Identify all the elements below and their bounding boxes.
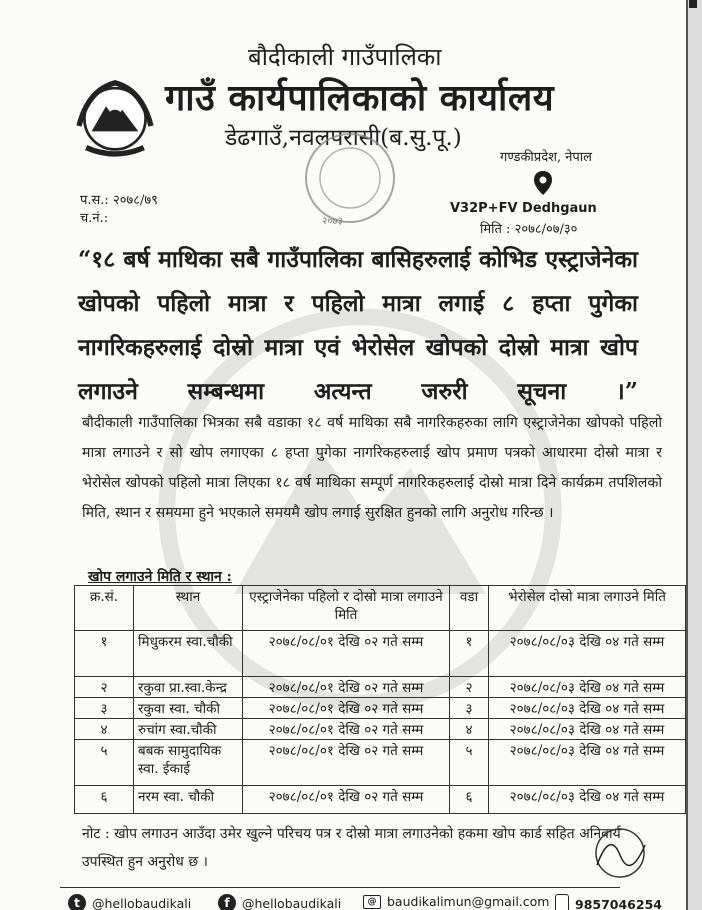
twitter-icon: t [68, 894, 86, 910]
cell-vero: २०७८/०८/०३ देखि ०४ गते सम्म [489, 719, 686, 740]
office-stamp [300, 128, 400, 228]
table-row [75, 719, 686, 740]
cell-place: नरम स्वा. चौकी [134, 786, 243, 814]
cell-astra: २०७८/०८/०१ देखि ०२ गते सम्म [243, 698, 450, 719]
cell-ward: १ [450, 631, 489, 677]
municipality-name: बौदीकाली गाउँपालिका [248, 43, 442, 71]
phone-number[interactable]: 9857046254 [575, 896, 662, 910]
email-address[interactable]: baudikalimun@gmail.com [387, 894, 550, 909]
cell-astra: २०७८/०८/०१ देखि ०२ गते सम्म [243, 631, 450, 677]
phone-icon [555, 894, 569, 910]
page-edge [686, 0, 702, 910]
stamp-year: २०७३ [322, 216, 343, 227]
cell-astra: २०७८/०८/०१ देखि ०२ गते सम्म [243, 719, 450, 740]
col-vero-date: भेरोसेल दोस्रो मात्रा लगाउने मिति [489, 586, 686, 631]
email-icon: @ [363, 895, 381, 909]
col-sn: क्र.सं. [75, 586, 134, 631]
cell-ward: ५ [450, 740, 489, 786]
office-title: गाउँ कार्यपालिकाको कार्यालय [165, 77, 555, 119]
emblem-logo [70, 72, 160, 162]
cell-vero: २०७८/०८/०३ देखि ०४ गते सम्म [489, 631, 686, 677]
cell-place: रकुवा स्वा. चौकी [134, 698, 243, 719]
cell-sn: ६ [75, 786, 134, 814]
cell-sn: ३ [75, 698, 134, 719]
cell-astra: २०७८/०८/०१ देखि ०२ गते सम्म [243, 677, 450, 698]
cell-vero: २०७८/०८/०३ देखि ०४ गते सम्म [489, 698, 686, 719]
cell-vero: २०७८/०८/०३ देखि ०४ गते सम्म [489, 740, 686, 786]
location-pin-icon [533, 170, 553, 196]
issue-date: मिति : २०७८/०७/३० [480, 222, 578, 237]
table-row [75, 740, 686, 786]
office-address: डेढगाउँ,नवलपरासी(ब.सु.पू.) [225, 125, 462, 151]
cell-sn: २ [75, 677, 134, 698]
table-row [75, 677, 686, 698]
dispatch-number: च.नं.: [80, 211, 109, 226]
table-row [75, 786, 686, 814]
table-header-row [75, 586, 686, 631]
cell-sn: १ [75, 631, 134, 677]
vaccination-schedule-table [74, 585, 686, 814]
province-label: गण्डकीप्रदेश, नेपाल [500, 150, 592, 165]
facebook-icon: f [218, 894, 236, 910]
cell-vero: २०७८/०८/०३ देखि ०४ गते सम्म [489, 677, 686, 698]
cell-astra: २०७८/०८/०१ देखि ०२ गते सम्म [243, 786, 450, 814]
plus-code: V32P+FV Dedhgaun [450, 201, 597, 216]
cell-place: रकुवा प्रा.स्वा.केन्द्र [134, 677, 243, 698]
col-place: स्थान [134, 586, 243, 631]
cell-ward: २ [450, 677, 489, 698]
cell-place: मिधुकरम स्वा.चौकी [134, 631, 243, 677]
col-astra-date: एस्ट्राजेनेका पहिलो र दोस्रो मात्रा लगाउने मिति [243, 586, 450, 631]
facebook-handle[interactable]: @hellobaudikali [242, 895, 342, 910]
edge-mark [689, 0, 697, 8]
notice-title: “१८ बर्ष माथिका सबै गाउँपालिका बासिहरुलाई कोभिड एस्ट्राजेनेका खोपको पहिलो मात्रा र पहिलो मात्रा लगाई ८ हप्ता पुगेका नागरिकहरुलाई दोस्रो मात्रा एवं भेरोसेल खोपको दोस्रो मात्रा खोप लगाउने सम्बन्धमा अत्यन्त जरुरी सूचना ।” [78, 246, 638, 405]
cell-place: रुचांग स्वा.चौकी [134, 719, 243, 740]
cell-ward: ३ [450, 698, 489, 719]
table-row [75, 631, 686, 677]
signature-mark [585, 825, 655, 880]
twitter-handle[interactable]: @hellobaudikali [92, 895, 192, 910]
cell-sn: ४ [75, 719, 134, 740]
schedule-heading: खोप लगाउने मिति र स्थान : [88, 569, 232, 585]
col-ward: वडा [450, 586, 489, 631]
cell-astra: २०७८/०८/०१ देखि ०२ गते सम्म [243, 740, 450, 786]
cell-place: बबक सामुदायिक स्वा. ईकाई [134, 740, 243, 786]
table-row [75, 698, 686, 719]
letter-number: प.स.: २०७८/७९ [80, 193, 158, 208]
cell-sn: ५ [75, 740, 134, 786]
note-text: नोट : खोप लगाउन आउँदा उमेर खुल्ने परिचय पत्र र दोस्रो मात्रा लगाउनेको हकमा खोप कार्ड सहित अनिवार्य उपस्थित हुन अनुरोध छ । [82, 826, 621, 870]
cell-vero: २०७८/०८/०३ देखि ०४ गते सम्म [489, 786, 686, 814]
notice-body: बौदीकाली गाउँपालिका भित्रका सबै वडाका १८ वर्ष माथिका सबै नागरिकहरुका लागि एस्ट्राजेनेका खोपको पहिलो मात्रा लगाउने र सो खोप लगाएका ८ हप्ता पुगेका नागरिकहरुलाई खोप प्रमाण पत्रको आधारमा दोस्रो मात्रा र भेरोसेल खोपको पहिलो मात्रा लिएका १८ वर्ष माथिका सम्पूर्ण नागरिकहरुलाई दोस्रो मात्रा दिने कार्यक्रम तपशिलको मिति, स्थान र समयमा हुने भएकाले समयमै खोप लगाई सुरक्षित हुनको लागि अनुरोध गरिन्छ । [82, 415, 662, 521]
contact-footer [60, 888, 688, 910]
cell-ward: ४ [450, 719, 489, 740]
cell-ward: ६ [450, 786, 489, 814]
